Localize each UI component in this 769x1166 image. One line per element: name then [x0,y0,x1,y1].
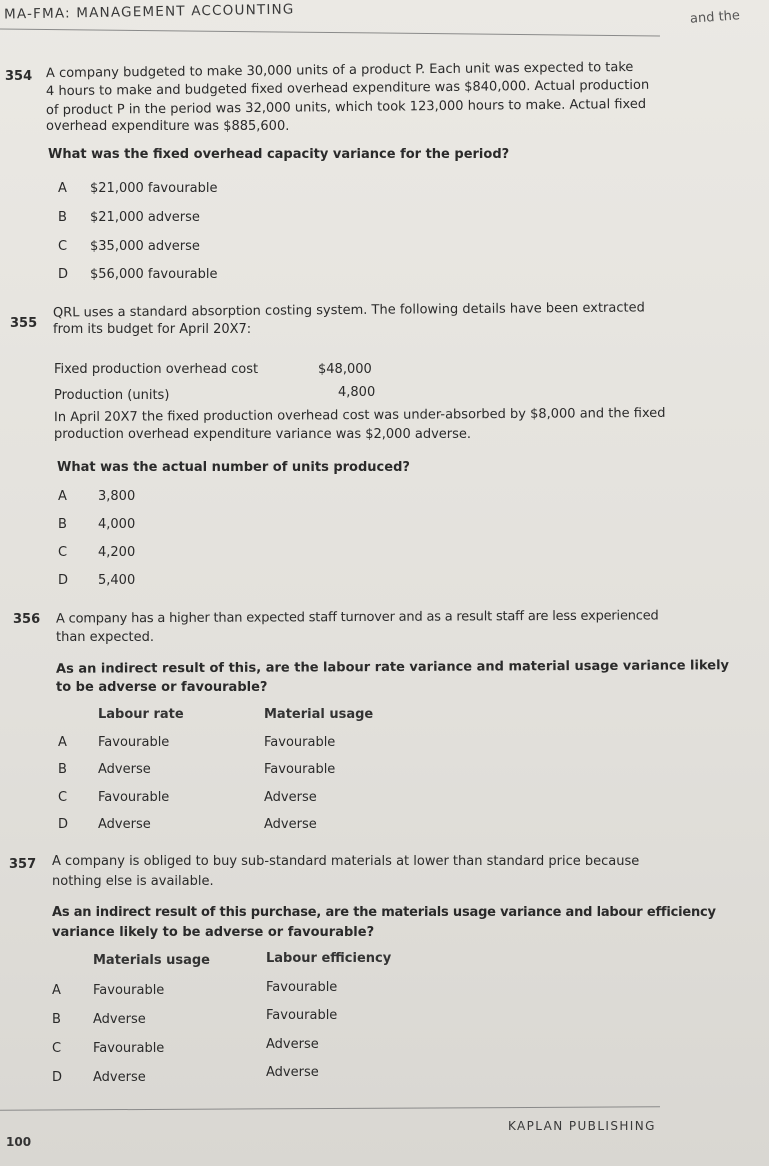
question-number: 356 [13,612,41,627]
option-col1: Favourable [93,1041,165,1056]
option-letter: D [58,817,69,832]
page-number: 100 [6,1135,32,1149]
question-prompt-line: As an indirect result of this purchase, are the materials usage variance and labour efficiency [52,905,716,920]
budget-label: Production (units) [54,388,170,403]
option-letter: D [58,573,69,588]
question-prompt-line: As an indirect result of this, are the labour rate variance and material usage variance likely [55,658,730,677]
header-rule [0,29,660,37]
option-col2: Adverse [264,790,317,805]
option-letter: A [58,489,67,504]
question-text-line: 4 hours to make and budgeted fixed overhead expenditure was $840,000. Actual production [45,77,650,100]
question-text-line: production overhead expenditure variance was $2,000 adverse. [54,427,472,442]
column-header: Labour rate [98,707,184,722]
question-text-line: overhead expenditure was $885,600. [46,119,290,134]
option-text: $35,000 adverse [90,239,200,254]
option-col2: Adverse [266,1037,319,1052]
option-letter: B [52,1012,61,1027]
question-prompt-line: to be adverse or favourable? [56,680,268,695]
option-letter: D [52,1070,63,1085]
option-col2: Favourable [266,1008,338,1023]
option-letter: A [52,983,61,998]
question-number: 357 [9,857,37,872]
corner-note: and the [689,8,741,27]
question-number: 354 [5,69,33,84]
option-text: $21,000 favourable [90,181,218,196]
column-header: Materials usage [93,953,210,968]
option-col1: Favourable [93,983,165,998]
running-header: MA-FMA: MANAGEMENT ACCOUNTING [3,1,295,23]
option-letter: C [58,545,68,560]
option-col1: Adverse [93,1070,146,1085]
publisher-name: KAPLAN PUBLISHING [508,1119,656,1133]
column-header: Material usage [264,707,374,722]
footer-rule [0,1106,660,1110]
option-letter: B [58,517,67,532]
question-text-line: from its budget for April 20X7: [53,322,252,337]
option-letter: C [58,239,68,254]
budget-value: 4,800 [338,385,376,400]
column-header: Labour efficiency [266,951,392,966]
option-col2: Favourable [264,762,336,777]
option-text: 4,200 [98,545,136,560]
option-col2: Adverse [264,817,317,832]
option-col1: Adverse [98,817,151,832]
option-letter: A [58,735,67,750]
option-col1: Favourable [98,790,170,805]
question-text-line: A company budgeted to make 30,000 units of a product P. Each unit was expected to take [45,59,634,82]
option-col2: Favourable [264,735,336,750]
option-letter: C [58,790,68,805]
option-letter: A [58,181,67,196]
question-text-line: In April 20X7 the fixed production overhead cost was under-absorbed by $8,000 and the fixed [53,405,666,426]
option-text: 5,400 [98,573,136,588]
option-col2: Favourable [266,980,338,995]
option-col1: Favourable [98,735,170,750]
question-text-line: nothing else is available. [52,874,214,889]
option-col2: Adverse [266,1065,319,1080]
question-prompt: What was the fixed overhead capacity variance for the period? [48,147,510,162]
option-col1: Adverse [98,762,151,777]
question-text-line: A company is obliged to buy sub-standard materials at lower than standard price because [52,854,640,869]
budget-label: Fixed production overhead cost [54,362,259,377]
question-text-line: than expected. [56,630,155,645]
option-letter: B [58,762,67,777]
option-letter: B [58,210,67,225]
option-text: 4,000 [98,517,136,532]
option-text: $56,000 favourable [90,267,218,282]
budget-value: $48,000 [318,362,372,377]
option-letter: D [58,267,69,282]
question-prompt: What was the actual number of units produced? [57,460,410,475]
option-letter: C [52,1041,62,1056]
question-prompt-line: variance likely to be adverse or favourable? [52,925,375,940]
question-text-line: of product P in the period was 32,000 units, which took 123,000 hours to make. Actual fixed [45,96,647,119]
question-text-line: A company has a higher than expected staff turnover and as a result staff are less experienced [55,608,659,627]
option-text: 3,800 [98,489,136,504]
question-number: 355 [10,316,38,331]
option-col1: Adverse [93,1012,146,1027]
option-text: $21,000 adverse [90,210,200,225]
question-text-line: QRL uses a standard absorption costing system. The following details have been extracted [52,300,645,321]
